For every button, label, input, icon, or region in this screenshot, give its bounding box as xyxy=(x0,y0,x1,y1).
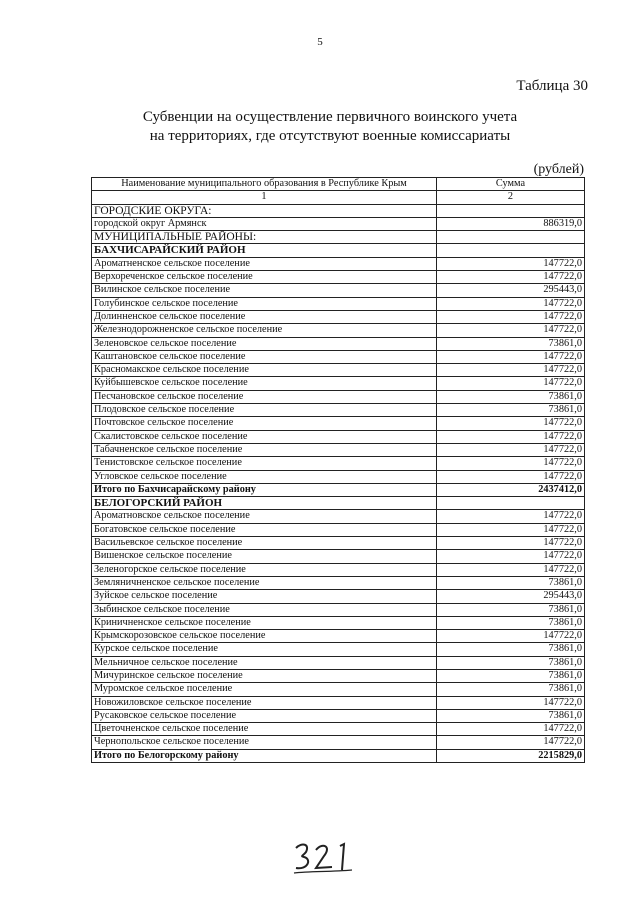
document-title xyxy=(80,108,580,146)
row-sum-cell: 147722,0 xyxy=(437,377,585,390)
row-name-cell: Зеленогорское сельское поселение xyxy=(92,563,437,576)
table-body xyxy=(92,178,585,763)
row-name-cell: Вишенское сельское поселение xyxy=(92,550,437,563)
table-row xyxy=(92,537,585,550)
table-row xyxy=(92,430,585,443)
row-sum-cell xyxy=(437,231,585,244)
table-row xyxy=(92,443,585,456)
row-name-cell: Итого по Белогорскому району xyxy=(92,749,437,762)
table-row xyxy=(92,257,585,270)
table-row xyxy=(92,683,585,696)
row-name-cell: Русаковское сельское поселение xyxy=(92,709,437,722)
table-header-row xyxy=(92,178,585,191)
row-sum-cell: 73861,0 xyxy=(437,404,585,417)
row-sum-cell: 147722,0 xyxy=(437,457,585,470)
row-sum-cell: 73861,0 xyxy=(437,709,585,722)
table-row xyxy=(92,284,585,297)
row-name-cell: Чернопольское сельское поселение xyxy=(92,736,437,749)
table-row xyxy=(92,616,585,629)
table-row xyxy=(92,576,585,589)
row-name-cell: Васильевское сельское поселение xyxy=(92,537,437,550)
row-name-cell: Долинненское сельское поселение xyxy=(92,310,437,323)
row-sum-cell: 147722,0 xyxy=(437,563,585,576)
row-sum-cell: 295443,0 xyxy=(437,590,585,603)
row-sum-cell: 2215829,0 xyxy=(437,749,585,762)
row-sum-cell: 73861,0 xyxy=(437,616,585,629)
table-row-section xyxy=(92,204,585,217)
row-name-cell: Зуйское сельское поселение xyxy=(92,590,437,603)
table-row xyxy=(92,310,585,323)
row-name-cell: Зеленовское сельское поселение xyxy=(92,337,437,350)
row-sum-cell: 147722,0 xyxy=(437,470,585,483)
header-sum-cell: Сумма xyxy=(437,178,585,191)
row-name-cell: Крымскорозовское сельское поселение xyxy=(92,630,437,643)
table-row xyxy=(92,350,585,363)
row-name-cell: городской округ Армянск xyxy=(92,217,437,230)
row-sum-cell: 886319,0 xyxy=(437,217,585,230)
table-row xyxy=(92,297,585,310)
page-number: 5 xyxy=(317,36,323,48)
table-row xyxy=(92,603,585,616)
table-row xyxy=(92,337,585,350)
row-sum-cell: 147722,0 xyxy=(437,550,585,563)
row-sum-cell: 73861,0 xyxy=(437,390,585,403)
row-name-cell: Железнодорожненское сельское поселение xyxy=(92,324,437,337)
row-sum-cell: 73861,0 xyxy=(437,576,585,589)
row-sum-cell: 73861,0 xyxy=(437,337,585,350)
row-sum-cell: 73861,0 xyxy=(437,603,585,616)
table-row-district xyxy=(92,244,585,257)
table-row xyxy=(92,324,585,337)
table-row xyxy=(92,709,585,722)
row-sum-cell: 147722,0 xyxy=(437,364,585,377)
handwritten-page-number xyxy=(290,836,360,876)
table-row xyxy=(92,630,585,643)
row-name-cell: Муромское сельское поселение xyxy=(92,683,437,696)
table-row-total xyxy=(92,749,585,762)
row-sum-cell: 295443,0 xyxy=(437,284,585,297)
row-name-cell: Почтовское сельское поселение xyxy=(92,417,437,430)
row-name-cell: Зыбинское сельское поселение xyxy=(92,603,437,616)
table-row xyxy=(92,590,585,603)
row-sum-cell: 147722,0 xyxy=(437,271,585,284)
row-sum-cell: 147722,0 xyxy=(437,630,585,643)
row-name-cell: Ароматненское сельское поселение xyxy=(92,257,437,270)
row-name-cell: Каштановское сельское поселение xyxy=(92,350,437,363)
row-sum-cell: 147722,0 xyxy=(437,696,585,709)
row-sum-cell xyxy=(437,244,585,257)
table-row xyxy=(92,563,585,576)
row-sum-cell: 147722,0 xyxy=(437,430,585,443)
row-name-cell: Плодовское сельское поселение xyxy=(92,404,437,417)
row-name-cell: ГОРОДСКИЕ ОКРУГА: xyxy=(92,204,437,217)
row-sum-cell: 147722,0 xyxy=(437,443,585,456)
table-label: Таблица 30 xyxy=(516,78,588,94)
row-sum-cell: 147722,0 xyxy=(437,310,585,323)
row-name-cell: Красномакское сельское поселение xyxy=(92,364,437,377)
row-sum-cell: 73861,0 xyxy=(437,683,585,696)
table-row xyxy=(92,271,585,284)
table-row xyxy=(92,470,585,483)
row-name-cell: Курское сельское поселение xyxy=(92,643,437,656)
table-row-total xyxy=(92,483,585,496)
row-sum-cell xyxy=(437,497,585,510)
row-name-cell: Земляничненское сельское поселение xyxy=(92,576,437,589)
table-row-district xyxy=(92,497,585,510)
row-name-cell: Ароматновское сельское поселение xyxy=(92,510,437,523)
row-name-cell: Криничненское сельское поселение xyxy=(92,616,437,629)
row-name-cell: БАХЧИСАРАЙСКИЙ РАЙОН xyxy=(92,244,437,257)
column-number-row xyxy=(92,191,585,204)
row-sum-cell: 73861,0 xyxy=(437,669,585,682)
row-name-cell: Куйбышевское сельское поселение xyxy=(92,377,437,390)
row-name-cell: Верхореченское сельское поселение xyxy=(92,271,437,284)
table-row xyxy=(92,696,585,709)
row-sum-cell: 147722,0 xyxy=(437,297,585,310)
row-name-cell: Мельничное сельское поселение xyxy=(92,656,437,669)
table-row-section xyxy=(92,231,585,244)
row-name-cell: Голубинское сельское поселение xyxy=(92,297,437,310)
table-row xyxy=(92,404,585,417)
row-sum-cell: 147722,0 xyxy=(437,257,585,270)
row-sum-cell: 147722,0 xyxy=(437,723,585,736)
header-name-cell: Наименование муниципального образования в Республике Крым xyxy=(92,178,437,191)
row-name-cell: Тенистовское сельское поселение xyxy=(92,457,437,470)
table-row xyxy=(92,417,585,430)
row-name-cell: Табачненское сельское поселение xyxy=(92,443,437,456)
row-sum-cell: 147722,0 xyxy=(437,510,585,523)
row-name-cell: БЕЛОГОРСКИЙ РАЙОН xyxy=(92,497,437,510)
table-row xyxy=(92,736,585,749)
table-row xyxy=(92,377,585,390)
row-sum-cell: 147722,0 xyxy=(437,523,585,536)
row-name-cell: МУНИЦИПАЛЬНЫЕ РАЙОНЫ: xyxy=(92,231,437,244)
title-line-2: на территориях, где отсутствуют военные комиссариаты xyxy=(149,128,511,144)
row-name-cell: Скалистовское сельское поселение xyxy=(92,430,437,443)
row-name-cell: Вилинское сельское поселение xyxy=(92,284,437,297)
row-sum-cell: 147722,0 xyxy=(437,736,585,749)
row-name-cell: Песчановское сельское поселение xyxy=(92,390,437,403)
row-sum-cell xyxy=(437,204,585,217)
row-name-cell: Богатовское сельское поселение xyxy=(92,523,437,536)
row-sum-cell: 2437412,0 xyxy=(437,483,585,496)
row-sum-cell: 147722,0 xyxy=(437,324,585,337)
row-name-cell: Угловское сельское поселение xyxy=(92,470,437,483)
row-sum-cell: 147722,0 xyxy=(437,417,585,430)
table-row xyxy=(92,364,585,377)
table-row xyxy=(92,457,585,470)
table-row xyxy=(92,656,585,669)
row-name-cell: Цветочненское сельское поселение xyxy=(92,723,437,736)
subsidy-table xyxy=(91,177,585,763)
title-line-1: Субвенции на осуществление первичного воинского учета xyxy=(142,109,518,125)
row-sum-cell: 73861,0 xyxy=(437,656,585,669)
table-row xyxy=(92,643,585,656)
row-sum-cell: 147722,0 xyxy=(437,537,585,550)
row-sum-cell: 73861,0 xyxy=(437,643,585,656)
table-row xyxy=(92,523,585,536)
table-row xyxy=(92,217,585,230)
row-name-cell: Итого по Бахчисарайскому району xyxy=(92,483,437,496)
row-sum-cell: 147722,0 xyxy=(437,350,585,363)
currency-note: (рублей) xyxy=(533,162,584,177)
column-number-1: 1 xyxy=(92,191,437,204)
column-number-2: 2 xyxy=(437,191,585,204)
row-name-cell: Новожиловское сельское поселение xyxy=(92,696,437,709)
table-row xyxy=(92,669,585,682)
table-row xyxy=(92,390,585,403)
table-row xyxy=(92,550,585,563)
row-name-cell: Мичуринское сельское поселение xyxy=(92,669,437,682)
table-row xyxy=(92,510,585,523)
table-row xyxy=(92,723,585,736)
